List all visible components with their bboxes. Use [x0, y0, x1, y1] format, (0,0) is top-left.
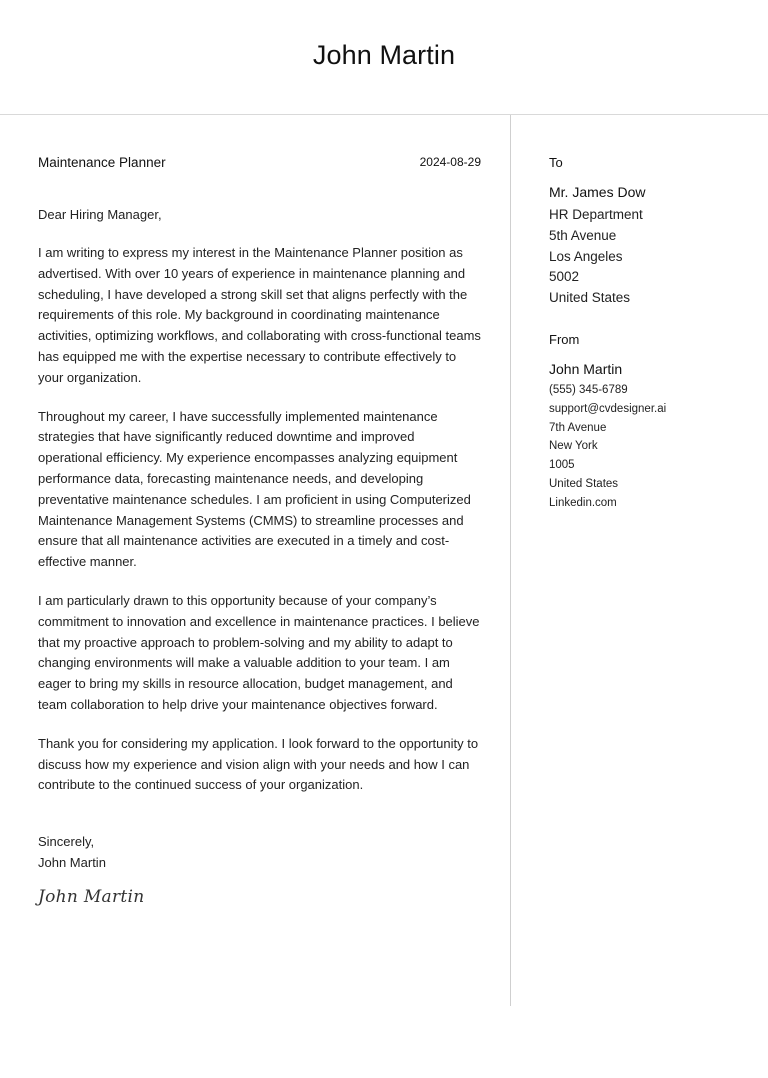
- recipient-city: Los Angeles: [549, 248, 623, 264]
- recipient-heading: To: [549, 155, 563, 170]
- column-divider: [510, 115, 511, 1006]
- sender-phone: (555) 345-6789: [549, 383, 628, 396]
- recipient-name: Mr. James Dow: [549, 184, 646, 200]
- paragraph-4: Thank you for considering my application. I look forward to the opportunity to discuss how my experience and vision align with your needs and how I can contribute to the continued success of your organization.: [38, 735, 479, 793]
- recipient-address: [549, 205, 759, 309]
- recipient-postal-code: 5002: [549, 269, 580, 285]
- handwritten-signature: John Martin: [38, 886, 145, 907]
- letter-meta-row: [38, 155, 481, 175]
- sender-country: United States: [549, 477, 619, 490]
- sender-name: John Martin: [549, 360, 623, 377]
- letter-body: [38, 155, 481, 907]
- job-title: Maintenance Planner: [38, 155, 166, 170]
- recipient-block: [549, 155, 759, 309]
- greeting: Dear Hiring Manager,: [38, 207, 162, 222]
- paragraph-2: Throughout my career, I have successfully implemented maintenance strategies that have significantly reduced downtime and improved operational efficiency. My experience encompasses analyzing equipment performance data, forecasting maintenance needs, and developing preventative maintenance schedules. I am proficient in using Computerized Maintenance Management Systems (CMMS) to streamline processes and ensure that all maintenance activities are executed in a timely and cost-effective manner.: [38, 408, 471, 570]
- sender-city: New York: [549, 440, 598, 453]
- sender-block: [549, 332, 759, 513]
- sender-website: Linkedin.com: [549, 496, 617, 509]
- applicant-name: John Martin: [312, 40, 456, 70]
- sender-contact: [549, 381, 759, 513]
- recipient-department: HR Department: [549, 207, 643, 222]
- address-sidebar: [549, 155, 759, 513]
- recipient-country: United States: [549, 290, 631, 306]
- closing-salutation: Sincerely,: [38, 834, 95, 850]
- closing-block: [38, 832, 481, 874]
- sender-street: 7th Avenue: [549, 421, 607, 434]
- recipient-street: 5th Avenue: [549, 227, 617, 243]
- letter-date: 2024-08-29: [419, 155, 481, 169]
- sender-heading: From: [549, 331, 580, 347]
- paragraph-3: I am particularly drawn to this opportunity because of your company’s commitment to innovation and excellence in maintenance practices. I believe that my proactive approach to problem-solving and my ability to adapt to changing environments will make a valuable addition to your team. I am eager to bring my skills in resource allocation, budget management, and team collaboration to help drive your maintenance objectives forward.: [38, 592, 480, 712]
- sender-email: support@cvdesigner.ai: [549, 402, 667, 415]
- sender-postal-code: 1005: [549, 459, 575, 472]
- page-header: [0, 0, 768, 115]
- closing-name: John Martin: [38, 854, 106, 870]
- paragraph-1: I am writing to express my interest in the Maintenance Planner position as advertised. With over 10 years of experience in maintenance planning and scheduling, I have developed a strong skill set that aligns perfectly with the requirements of this role. My background in coordinating maintenance activities, optimizing workflows, and collaborating with cross-functional teams has equipped me with the expertise necessary to contribute effectively to your organization.: [38, 245, 481, 385]
